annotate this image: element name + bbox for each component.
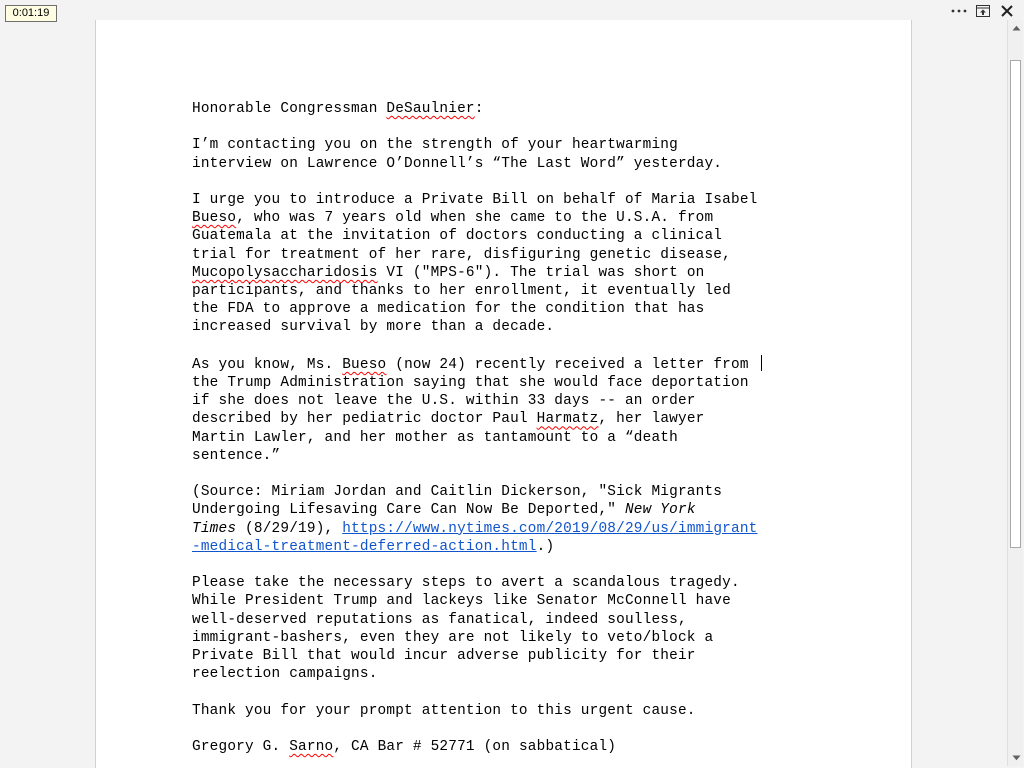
paragraph-text: (Source: Miriam Jordan and Caitlin Dickerson, "Sick Migrants Undergoing Lifesaving Care Can Now Be Deported," — [192, 484, 723, 519]
document-body[interactable] — [192, 100, 832, 756]
paragraph-text: I urge you to introduce a Private Bill on behalf of Maria Isabel — [192, 191, 758, 208]
paragraph-situation — [192, 355, 832, 465]
source-link-part[interactable]: https://www.nytimes.com/2019/08/29/us/immigrant — [342, 520, 758, 537]
scroll-thumb[interactable] — [1010, 60, 1021, 548]
more-options-icon[interactable] — [950, 2, 968, 20]
paragraph-text: (now 24) recently received a letter from — [386, 356, 758, 373]
salutation-text: Honorable Congressman — [192, 101, 387, 117]
signature-text: , CA Bar # 52771 (on sabbatical) — [333, 739, 617, 755]
paragraph-appeal: Please take the necessary steps to avert a scandalous tragedy. While President Trump and lackeys like Senator McConnell have well-deserved reputations as fanatical, indeed soulless, immigrant-bashers, even they are not likely to veto/block a Private Bill that would incur adverse publicity for their reelection campaigns. — [192, 575, 740, 683]
paragraph-source — [192, 483, 832, 556]
signature — [192, 738, 832, 756]
window-controls — [914, 0, 1024, 22]
close-icon[interactable] — [998, 2, 1016, 20]
paragraph-text: , who was 7 years old when she came to the U.S.A. from Guatemala at the invitation of doctors conducting a clinical trial for treatment of her rare, disfiguring genetic disease, — [192, 210, 731, 263]
publication-name: Times — [192, 520, 237, 537]
misspelled-word[interactable]: Harmatz — [536, 411, 599, 428]
paragraph-text: VI ("MPS-6"). The trial was short on participants, and thanks to her enrollment, it eventually led the FDA to approve a medication for the condition that has increased survival by more than a decade. — [192, 264, 731, 336]
paragraph-text: As you know, Ms. — [192, 356, 343, 373]
misspelled-word[interactable]: DeSaulnier — [386, 101, 475, 117]
paragraph-text: the Trump Administration saying that she would face deportation if she does not leave the U.S. within 33 days -- an order described by her pediatric doctor Paul — [192, 375, 749, 428]
chevron-up-icon — [1012, 25, 1021, 31]
misspelled-word[interactable]: Bueso — [192, 210, 237, 227]
salutation-punctuation: : — [474, 101, 484, 117]
misspelled-word[interactable]: Bueso — [342, 356, 387, 373]
elapsed-timer: 0:01:19 — [5, 5, 57, 22]
text-cursor — [761, 355, 762, 371]
paragraph-intro: I’m contacting you on the strength of your heartwarming interview on Lawrence O’Donnell’s “The Last Word” yesterday. — [192, 137, 723, 172]
paragraph-request — [192, 191, 832, 337]
vertical-scrollbar[interactable] — [1007, 20, 1023, 766]
scroll-down-button[interactable] — [1008, 750, 1024, 766]
paragraph-thanks: Thank you for your prompt attention to this urgent cause. — [192, 702, 696, 719]
paragraph-text: (8/29/19), — [236, 520, 343, 537]
document-page — [95, 20, 912, 768]
scroll-up-button[interactable] — [1008, 20, 1024, 36]
publication-name: New York — [624, 502, 696, 519]
signature-text: Gregory G. — [192, 739, 290, 755]
misspelled-word[interactable]: Mucopolysaccharidosis — [192, 264, 378, 281]
misspelled-word[interactable]: Sarno — [289, 739, 334, 755]
restore-window-icon[interactable] — [974, 2, 992, 20]
chevron-down-icon — [1012, 755, 1021, 761]
salutation — [192, 100, 832, 118]
paragraph-text: .) — [536, 538, 555, 555]
paragraph-text: , her lawyer Martin Lawler, and her mother as tantamount to a “death sentence.” — [192, 411, 705, 464]
source-link-part[interactable]: -medical-treatment-deferred-action.html — [192, 538, 537, 555]
